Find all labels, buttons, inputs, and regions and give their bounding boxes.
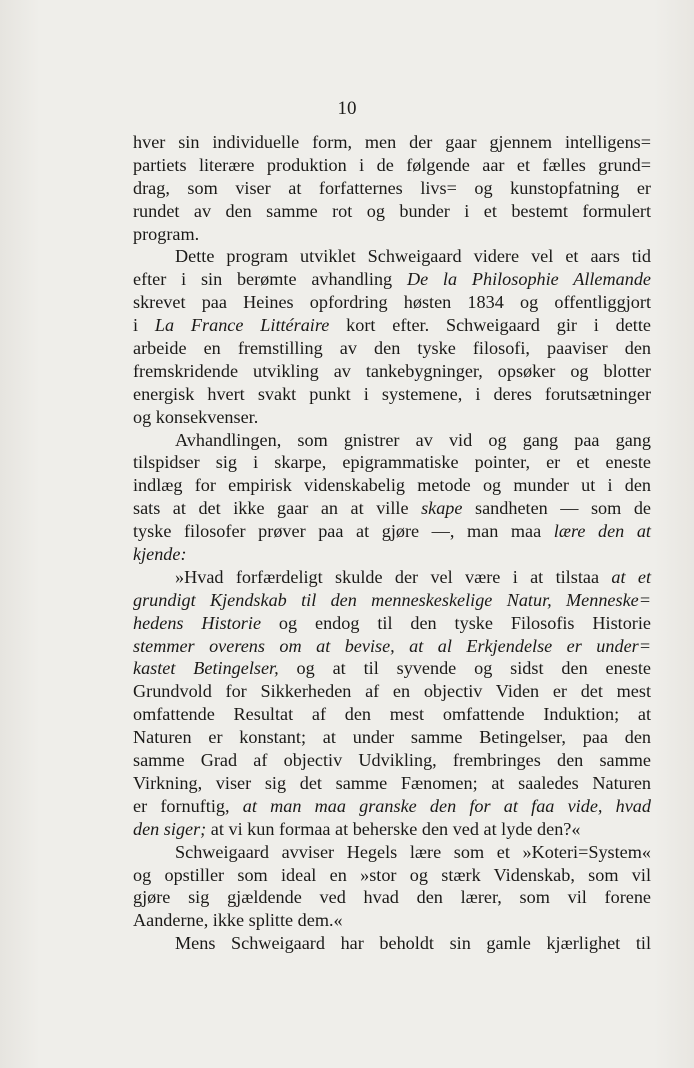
text-line — [133, 864, 651, 887]
italic-text: at man maa granske den for at faa vide, hvad — [242, 795, 651, 816]
text-line — [133, 543, 651, 566]
text-line — [133, 291, 651, 314]
italic-text: den siger; — [133, 818, 207, 839]
text-run: efter i sin berømte avhandling — [133, 269, 407, 290]
text-line — [133, 474, 651, 497]
text-run: Virkning, viser sig det samme Fænomen; at saaledes Naturen — [133, 772, 651, 793]
text-run: tyske filosofer prøver paa at gjøre —, man maa — [133, 521, 554, 542]
italic-text: kastet Betingelser, — [133, 658, 279, 679]
italic-text: stemmer overens om at bevise, at al Erkjendelse er under= — [133, 635, 651, 656]
text-line — [133, 337, 651, 360]
text-line — [133, 497, 651, 520]
text-run: sats at det ikke gaar an at ville — [133, 498, 422, 519]
text-line — [133, 360, 651, 383]
text-line — [133, 726, 651, 749]
text-run: Dette program utviklet Schweigaard videre vel et aars tid — [175, 246, 651, 267]
text-run: Aanderne, ikke splitte dem.« — [133, 910, 343, 931]
text-run: arbeide en fremstilling av den tyske filosofi, paaviser den — [133, 338, 651, 359]
text-line — [133, 749, 651, 772]
text-run: gjøre sig gjældende ved hvad den lærer, som vil forene — [133, 887, 651, 908]
page-number: 10 — [337, 98, 357, 119]
italic-text: skape — [421, 498, 463, 519]
text-run: og at til syvende og sidst den eneste — [278, 658, 651, 679]
text-line — [133, 520, 651, 543]
text-run: Avhandlingen, som gnistrer av vid og gang paa gang — [175, 429, 651, 450]
text-line — [133, 131, 651, 154]
text-run: er fornuftig, — [133, 795, 243, 816]
italic-text: De la Philosophie Allemande — [406, 269, 651, 290]
text-line — [133, 657, 651, 680]
text-run: omfattende Resultat af den mest omfattende Induktion; at — [133, 704, 651, 725]
text-run: program. — [133, 223, 200, 244]
text-run: rundet av den samme rot og bunder i et bestemt formulert — [133, 200, 651, 221]
italic-text: lære den at — [553, 521, 651, 542]
text-run: Mens Schweigaard har beholdt sin gamle kjærlighet til — [175, 933, 651, 954]
text-run: sandheten — som de — [462, 498, 651, 519]
text-run: energisk hvert svakt punkt i systemene, i deres forutsætninger — [133, 383, 651, 404]
text-line — [133, 429, 651, 452]
text-line — [133, 612, 651, 635]
italic-text: grundigt Kjendskab til den menneskeskelige Natur, Menneske= — [133, 589, 651, 610]
text-line — [133, 268, 651, 291]
text-line — [133, 680, 651, 703]
text-run: skrevet paa Heines opfordring høsten 1834 og offentliggjort — [133, 292, 651, 313]
body-text — [133, 131, 651, 955]
text-run: og opstiller som ideal en »stor og stærk Videnskab, som vil — [133, 864, 651, 885]
text-run: »Hvad forfærdeligt skulde der vel være i at tilstaa — [175, 566, 612, 587]
italic-text: at et — [611, 566, 651, 587]
text-run: at vi kun formaa at beherske den ved at lyde den?« — [206, 818, 581, 839]
italic-text: hedens Historie — [133, 612, 262, 633]
text-line — [133, 818, 651, 841]
text-line — [133, 245, 651, 268]
text-line — [133, 383, 651, 406]
text-line — [133, 795, 651, 818]
text-line — [133, 886, 651, 909]
text-line — [133, 200, 651, 223]
text-line — [133, 406, 651, 429]
text-run: Grundvold for Sikkerheden af en objectiv Viden er det mest — [133, 681, 651, 702]
text-line — [133, 154, 651, 177]
text-run: Schweigaard avviser Hegels lære som et »Koteri=System« — [175, 841, 651, 862]
text-line — [133, 635, 651, 658]
text-line — [133, 589, 651, 612]
text-run: kort efter. Schweigaard gir i dette — [329, 315, 651, 336]
text-line — [133, 177, 651, 200]
text-line — [133, 932, 651, 955]
italic-text: kjende: — [133, 544, 187, 565]
text-line — [133, 314, 651, 337]
text-line — [133, 223, 651, 246]
text-run: samme Grad af objectiv Udvikling, frembringes den samme — [133, 750, 651, 771]
text-run: fremskridende utvikling av tankebygninger, opsøker og blotter — [133, 360, 651, 381]
text-line — [133, 772, 651, 795]
text-run: tilspidser sig i skarpe, epigrammatiske pointer, er et eneste — [133, 452, 651, 473]
text-run: og konsekvenser. — [133, 406, 259, 427]
text-line — [133, 703, 651, 726]
text-run: drag, som viser at forfatternes livs= og kunstopfatning er — [133, 177, 651, 198]
text-line — [133, 451, 651, 474]
text-line — [133, 841, 651, 864]
text-run: indlæg for empirisk videnskabelig metode og munder ut i den — [133, 475, 651, 496]
text-run: i — [133, 315, 155, 336]
text-run: partiets literære produktion i de følgende aar et fælles grund= — [133, 154, 651, 175]
text-run: og endog til den tyske Filosofis Historie — [261, 612, 651, 633]
italic-text: La France Littéraire — [154, 315, 330, 336]
text-run: Naturen er konstant; at under samme Betingelser, paa den — [133, 727, 651, 748]
text-line — [133, 909, 651, 932]
text-line — [133, 566, 651, 589]
text-run: hver sin individuelle form, men der gaar gjennem intelligens= — [133, 132, 651, 152]
